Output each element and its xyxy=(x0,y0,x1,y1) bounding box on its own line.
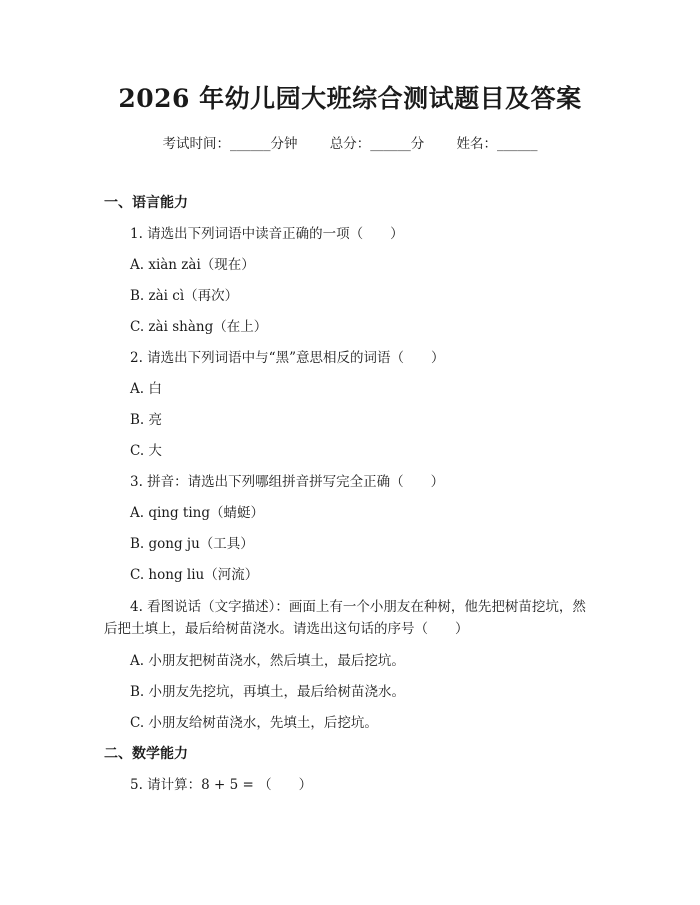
q3-option-c: C. hong liu（河流） xyxy=(130,567,259,583)
q4-option-c: C. 小朋友给树苗浇水，先填土，后挖坑。 xyxy=(130,715,378,731)
q4-option-b: B. 小朋友先挖坑，再填土，最后给树苗浇水。 xyxy=(130,684,406,700)
exam-meta xyxy=(104,134,596,154)
question-5: 5. 请计算：8 + 5 = （ ） xyxy=(130,777,313,793)
page-title: 2026 年幼儿园大班综合测试题目及答案 xyxy=(118,84,582,113)
q2-option-c: C. 大 xyxy=(130,443,162,459)
q2-option-a: A. 白 xyxy=(130,381,162,397)
question-3: 3. 拼音：请选出下列哪组拼音拼写完全正确（ ） xyxy=(130,474,445,490)
q2-option-b: B. 亮 xyxy=(130,412,163,428)
q1-option-b: B. zài cì（再次） xyxy=(130,288,239,304)
q4-option-a: A. 小朋友把树苗浇水，然后填土，最后挖坑。 xyxy=(130,653,405,669)
question-1: 1. 请选出下列词语中读音正确的一项（ ） xyxy=(130,226,404,242)
exam-time: 考试时间：______分钟 xyxy=(162,136,298,152)
q1-option-a: A. xiàn zài（现在） xyxy=(130,257,255,273)
q1-option-c: C. zài shàng（在上） xyxy=(130,319,268,335)
q3-option-b: B. gong ju（工具） xyxy=(130,536,254,552)
question-4: 4. 看图说话（文字描述）：画面上有一个小朋友在种树，他先把树苗挖坑，然后把土填上，最后给树苗浇水。请选出这句话的序号（ ） xyxy=(104,599,586,637)
q3-option-a: A. qing ting（蜻蜓） xyxy=(130,505,264,521)
question-2: 2. 请选出下列词语中与“黑”意思相反的词语（ ） xyxy=(130,350,445,366)
section-heading-language: 一、语言能力 xyxy=(104,195,188,211)
section-heading-math: 二、数学能力 xyxy=(104,746,188,762)
exam-name: 姓名：______ xyxy=(456,136,538,152)
exam-score: 总分：______分 xyxy=(329,136,425,152)
